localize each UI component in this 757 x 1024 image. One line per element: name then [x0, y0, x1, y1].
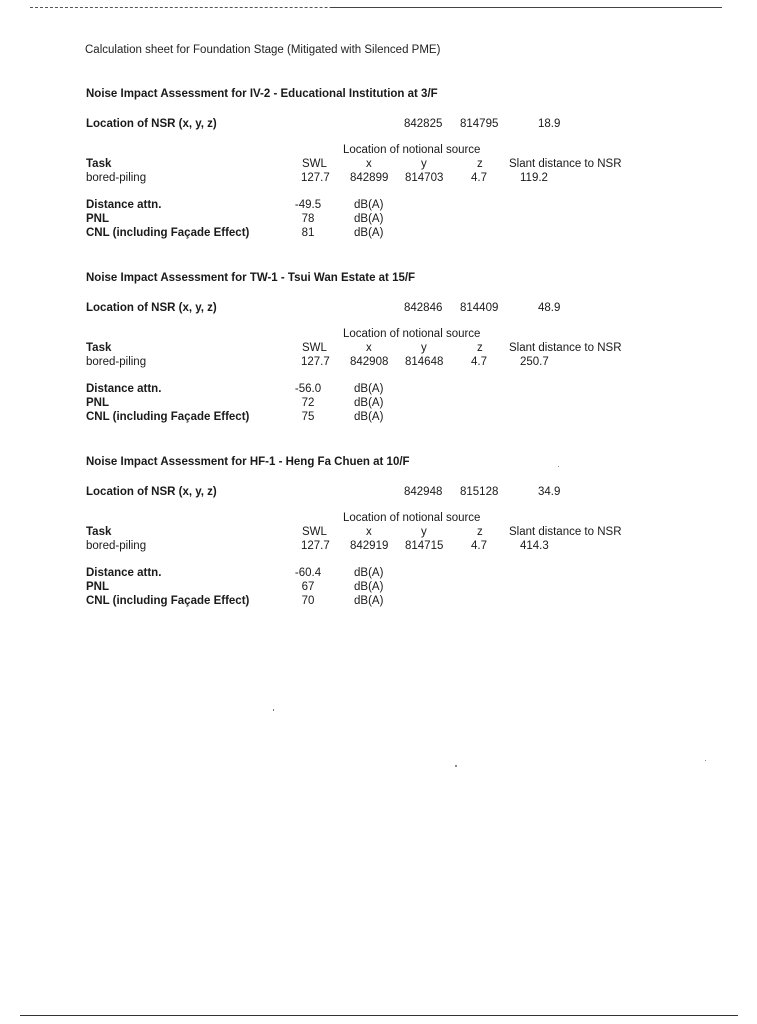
source-x-value: 842919	[350, 540, 389, 552]
source-x-value: 842899	[350, 172, 389, 184]
nsr-z-value: 48.9	[538, 302, 561, 314]
pnl-unit: dB(A)	[354, 581, 384, 593]
task-value: bored-piling	[86, 540, 147, 552]
slant-distance-value: 414.3	[520, 540, 549, 552]
distance-attn-value: -56.0	[294, 383, 322, 395]
z-column-header: z	[477, 342, 483, 354]
source-y-value: 814703	[405, 172, 444, 184]
notional-source-header: Location of notional source	[343, 328, 481, 340]
nsr-x-value: 842825	[404, 118, 443, 130]
pnl-label: PNL	[86, 581, 109, 593]
swl-column-header: SWL	[302, 526, 327, 538]
cnl-label: CNL (including Façade Effect)	[86, 227, 250, 239]
assessment-section-hf-1	[0, 456, 757, 626]
scan-speck	[273, 709, 274, 711]
z-column-header: z	[477, 158, 483, 170]
cnl-label: CNL (including Façade Effect)	[86, 411, 250, 423]
swl-value: 127.7	[301, 540, 330, 552]
scan-speck	[558, 466, 559, 467]
z-column-header: z	[477, 526, 483, 538]
cnl-label: CNL (including Façade Effect)	[86, 595, 250, 607]
swl-column-header: SWL	[302, 158, 327, 170]
nsr-location-label: Location of NSR (x, y, z)	[86, 486, 217, 498]
distance-attn-unit: dB(A)	[354, 383, 384, 395]
cnl-value: 75	[301, 411, 315, 423]
source-x-value: 842908	[350, 356, 389, 368]
notional-source-header: Location of notional source	[343, 144, 481, 156]
cnl-unit: dB(A)	[354, 227, 384, 239]
y-column-header: y	[421, 158, 427, 170]
swl-value: 127.7	[301, 356, 330, 368]
assessment-section-tw-1	[0, 272, 757, 442]
scan-edge-bottom	[20, 1015, 738, 1016]
cnl-unit: dB(A)	[354, 595, 384, 607]
distance-attn-label: Distance attn.	[86, 567, 162, 579]
pnl-label: PNL	[86, 397, 109, 409]
section-heading: Noise Impact Assessment for TW-1 - Tsui Wan Estate at 15/F	[86, 272, 416, 284]
task-value: bored-piling	[86, 356, 147, 368]
task-value: bored-piling	[86, 172, 147, 184]
slant-distance-value: 119.2	[520, 172, 548, 184]
pnl-value: 78	[301, 213, 315, 225]
document-title: Calculation sheet for Foundation Stage (Mitigated with Silenced PME)	[85, 44, 441, 56]
distance-attn-unit: dB(A)	[354, 567, 384, 579]
cnl-unit: dB(A)	[354, 411, 384, 423]
source-y-value: 814715	[405, 540, 444, 552]
y-column-header: y	[421, 342, 427, 354]
swl-value: 127.7	[301, 172, 330, 184]
y-column-header: y	[421, 526, 427, 538]
nsr-y-value: 814409	[460, 302, 499, 314]
cnl-value: 81	[301, 227, 315, 239]
source-z-value: 4.7	[471, 540, 487, 552]
slant-distance-header: Slant distance to NSR	[509, 158, 622, 170]
cnl-value: 70	[301, 595, 315, 607]
nsr-location-label: Location of NSR (x, y, z)	[86, 118, 217, 130]
scan-speck	[705, 760, 706, 761]
distance-attn-value: -49.5	[294, 199, 322, 211]
task-column-header: Task	[86, 526, 112, 538]
pnl-label: PNL	[86, 213, 109, 225]
notional-source-header: Location of notional source	[343, 512, 481, 524]
task-column-header: Task	[86, 342, 112, 354]
source-y-value: 814648	[405, 356, 444, 368]
source-z-value: 4.7	[471, 356, 487, 368]
nsr-z-value: 18.9	[538, 118, 561, 130]
scan-edge-top	[30, 7, 722, 8]
scan-speck	[455, 765, 457, 767]
x-column-header: x	[366, 158, 372, 170]
task-column-header: Task	[86, 158, 112, 170]
nsr-x-value: 842948	[404, 486, 443, 498]
nsr-y-value: 814795	[460, 118, 499, 130]
pnl-value: 67	[301, 581, 315, 593]
nsr-x-value: 842846	[404, 302, 443, 314]
slant-distance-header: Slant distance to NSR	[509, 342, 622, 354]
swl-column-header: SWL	[302, 342, 327, 354]
slant-distance-header: Slant distance to NSR	[509, 526, 622, 538]
x-column-header: x	[366, 342, 372, 354]
nsr-y-value: 815128	[460, 486, 499, 498]
distance-attn-unit: dB(A)	[354, 199, 384, 211]
distance-attn-value: -60.4	[294, 567, 322, 579]
section-heading: Noise Impact Assessment for IV-2 - Educational Institution at 3/F	[86, 88, 438, 100]
distance-attn-label: Distance attn.	[86, 199, 162, 211]
assessment-section-iv-2	[0, 88, 757, 258]
pnl-unit: dB(A)	[354, 213, 384, 225]
nsr-z-value: 34.9	[538, 486, 561, 498]
slant-distance-value: 250.7	[520, 356, 549, 368]
distance-attn-label: Distance attn.	[86, 383, 162, 395]
x-column-header: x	[366, 526, 372, 538]
nsr-location-label: Location of NSR (x, y, z)	[86, 302, 217, 314]
source-z-value: 4.7	[471, 172, 487, 184]
section-heading: Noise Impact Assessment for HF-1 - Heng Fa Chuen at 10/F	[86, 456, 410, 468]
pnl-value: 72	[301, 397, 315, 409]
pnl-unit: dB(A)	[354, 397, 384, 409]
